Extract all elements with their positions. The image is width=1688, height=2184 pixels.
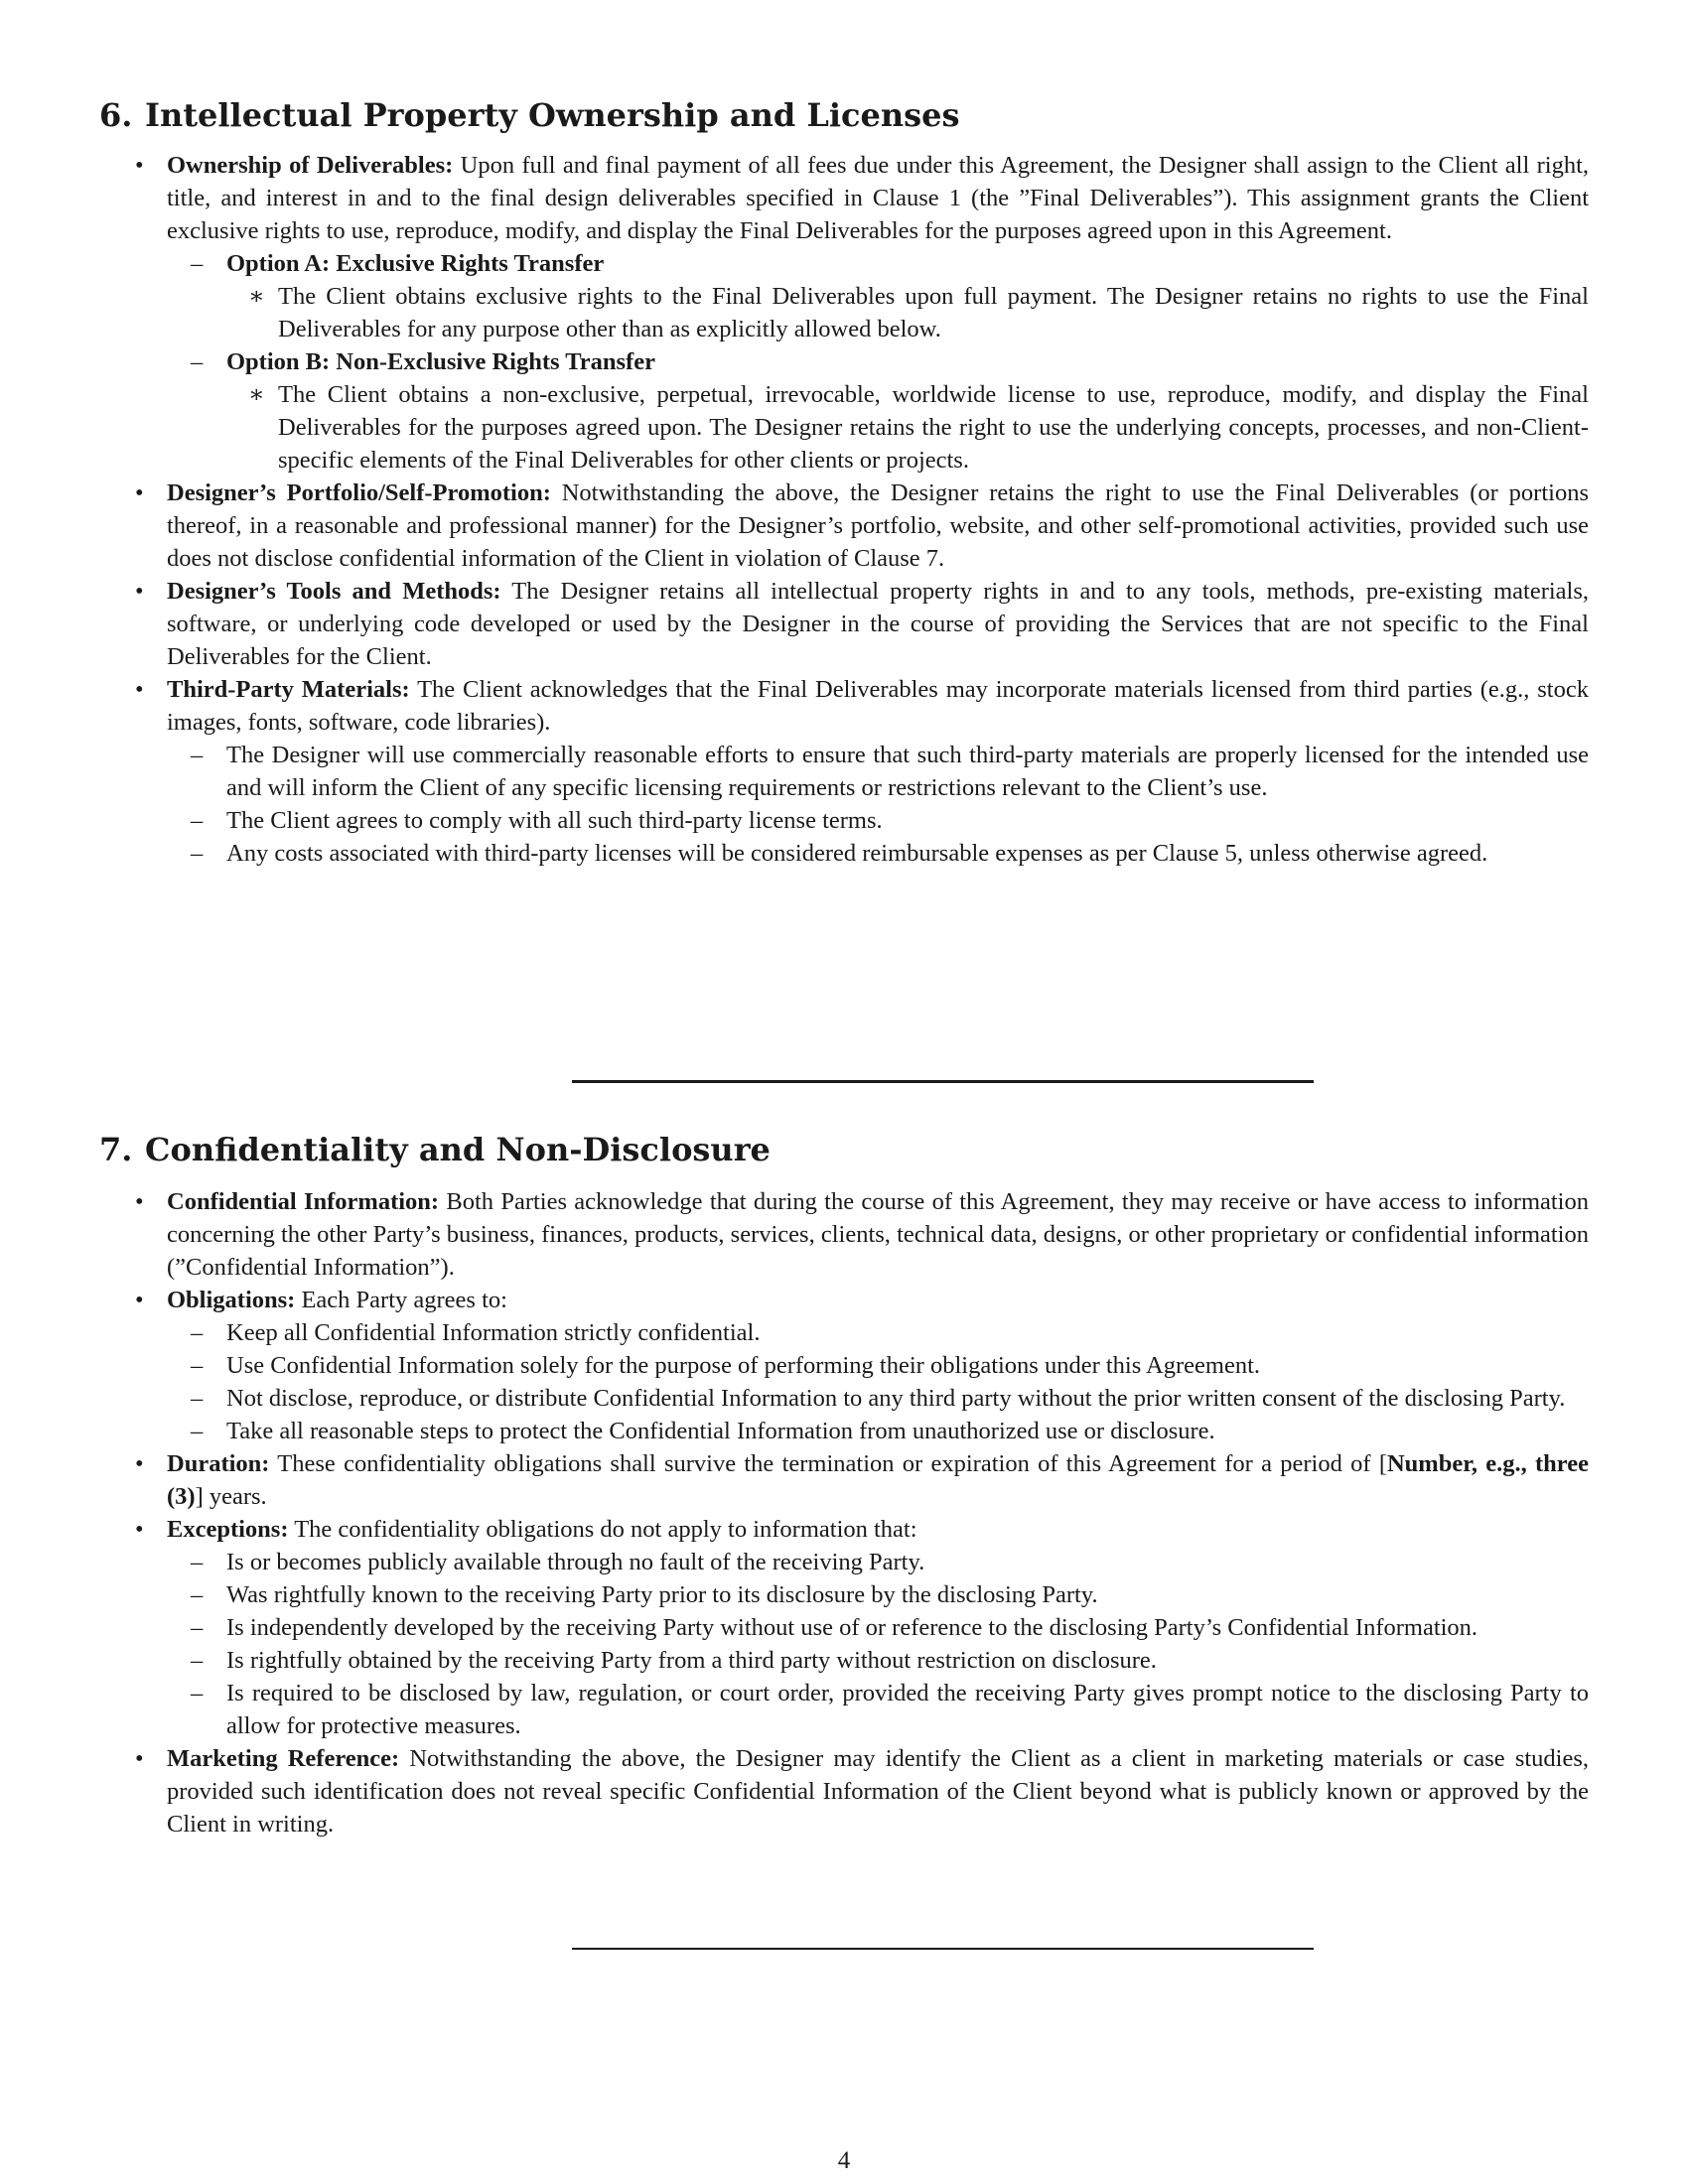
third-party-item [99,673,1589,870]
ownership-text: Upon full and final payment of all fees due under this Agreement, the Designer shall assign to the Client all right, title, and interest in and to the final design deliverables specified in Clause 1 (the ”Final Deliverables”). This assignment grants the Client exclusive rights to use, reproduce, modify, and display the Final Deliverables for the purposes agreed upon in this Agreement. [167,152,1590,244]
option-b-item [167,345,1589,477]
dash-icon: – [191,1549,204,1575]
list-item: – Is independently developed by the receiving Party without use of or reference to the disclosing Party’s Confidential Information. [167,1611,1589,1644]
portfolio-text: Notwithstanding the above, the Designer retains the right to use the Final Deliverables (or portions thereof, in a reasonable and professional manner) for the Designer’s portfolio, website, and other self-promotional activities, provided such use does not disclose confidential information of the Client in violation of Clause 7. [167,479,1589,572]
third-party-label: Third-Party Materials: [167,676,410,703]
list-item: – The Designer will use commercially reasonable efforts to ensure that such third-party materials are properly licensed for the intended use and will inform the Client of any specific licensing requirements or restrictions relevant to the Client’s use. [167,739,1589,804]
page-number: 4 [837,2147,851,2174]
tools-item [99,575,1589,673]
dash-icon: – [191,807,204,834]
dash-icon: – [191,250,204,277]
list-item: – Take all reasonable steps to protect the Confidential Information from unauthorized use or disclosure. [167,1415,1589,1447]
option-a-detail [226,280,1589,345]
bullet-icon: • [135,1745,144,1772]
marketing-item [99,1742,1589,1841]
ownership-label: Ownership of Deliverables: [167,152,454,179]
section-7-title: Confidentiality and Non-Disclosure [145,1131,771,1168]
asterisk-icon: ∗ [248,381,265,408]
confidential-item [99,1185,1589,1284]
confidential-text: Both Parties acknowledge that during the course of this Agreement, they may receive or have access to information concerning the other Party’s business, finances, products, services, clients, technical data, designs, or other proprietary or confidential information (”Confidential Information”). [167,1188,1589,1281]
bullet-icon: • [135,1516,144,1543]
obligations-item [99,1284,1589,1447]
dash-icon: – [191,1352,204,1379]
duration-text-end: ] years. [195,1483,267,1510]
obligations-text: Each Party agrees to: [301,1287,507,1313]
bullet-icon: • [135,479,144,506]
section-7-list [99,1185,1589,1841]
list-item: – Keep all Confidential Information strictly confidential. [167,1316,1589,1349]
dash-icon: – [191,1385,204,1412]
dash-icon: – [191,840,204,867]
dash-icon: – [191,1647,204,1674]
list-item: – Is required to be disclosed by law, regulation, or court order, provided the receiving Party gives prompt notice to the disclosing Party to allow for protective measures. [167,1677,1589,1742]
option-a-text: The Client obtains exclusive rights to the Final Deliverables upon full payment. The Designer retains no rights to use the Final Deliverables for any purpose other than as explicitly allowed below. [278,283,1589,342]
dash-icon: – [191,1319,204,1346]
obligations-label: Obligations: [167,1287,296,1313]
asterisk-icon: ∗ [248,283,265,310]
exceptions-item [99,1513,1589,1742]
tools-label: Designer’s Tools and Methods: [167,578,501,605]
duration-item [99,1447,1589,1513]
marketing-text: Notwithstanding the above, the Designer may identify the Client as a client in marketing materials or case studies, provided such identification does not reveal specific Confidential Information of the Client beyond what is publicly known or approved by the Client in writing. [167,1745,1590,1838]
dash-icon: – [191,1418,204,1444]
section-6-heading [99,95,960,135]
bullet-icon: • [135,1188,144,1215]
bullet-icon: • [135,676,144,703]
list-item: – Is rightfully obtained by the receiving Party from a third party without restriction on disclosure. [167,1644,1589,1677]
list-item: – Not disclose, reproduce, or distribute Confidential Information to any third party without the prior written consent of the disclosing Party. [167,1382,1589,1415]
option-b-label: Option B: Non-Exclusive Rights Transfer [226,348,655,375]
tools-text: The Designer retains all intellectual property rights in and to any tools, methods, pre-existing materials, software, or underlying code developed or used by the Designer in the course of providing the Services that are not specific to the Final Deliverables for the Client. [167,578,1589,670]
list-item: – Any costs associated with third-party licenses will be considered reimbursable expenses as per Clause 5, unless otherwise agreed. [167,837,1589,870]
dash-icon: – [191,1680,204,1706]
ownership-item [99,149,1589,477]
dash-icon: – [191,742,204,768]
bullet-icon: • [135,1287,144,1313]
list-item: – Is or becomes publicly available through no fault of the receiving Party. [167,1546,1589,1578]
option-b-detail [226,378,1589,477]
duration-placeholder: Number, e.g., three (3) [167,1450,1589,1510]
bullet-icon: • [135,152,144,179]
bullet-icon: • [135,1450,144,1477]
section-divider [572,1080,1314,1083]
section-6-list [99,149,1589,870]
duration-text: These confidentiality obligations shall survive the termination or expiration of this Agreement for a period of [ [277,1450,1387,1477]
bullet-icon: • [135,578,144,605]
dash-icon: – [191,1614,204,1641]
exceptions-text: The confidentiality obligations do not apply to information that: [294,1516,917,1543]
section-divider [572,1948,1314,1950]
option-a-item [167,247,1589,345]
marketing-label: Marketing Reference: [167,1745,400,1772]
dash-icon: – [191,348,204,375]
dash-icon: – [191,1581,204,1608]
option-b-text: The Client obtains a non-exclusive, perpetual, irrevocable, worldwide license to use, reproduce, modify, and display the Final Deliverables for the purposes agreed upon. The Designer retains the right to use the underlying concepts, processes, and non-Client-specific elements of the Final Deliverables for other clients or projects. [278,381,1589,474]
section-6-number: 6. [99,96,133,134]
list-item: – Was rightfully known to the receiving Party prior to its disclosure by the disclosing Party. [167,1578,1589,1611]
option-a-label: Option A: Exclusive Rights Transfer [226,250,605,277]
section-7-heading [99,1130,771,1169]
portfolio-label: Designer’s Portfolio/Self-Promotion: [167,479,551,506]
section-6-title: Intellectual Property Ownership and Licenses [145,96,960,134]
section-7-number: 7. [99,1131,133,1168]
list-item: – The Client agrees to comply with all such third-party license terms. [167,804,1589,837]
third-party-text: The Client acknowledges that the Final Deliverables may incorporate materials licensed from third parties (e.g., stock images, fonts, software, code libraries). [167,676,1589,736]
confidential-label: Confidential Information: [167,1188,440,1215]
duration-label: Duration: [167,1450,270,1477]
list-item: – Use Confidential Information solely for the purpose of performing their obligations under this Agreement. [167,1349,1589,1382]
portfolio-item [99,477,1589,575]
exceptions-label: Exceptions: [167,1516,289,1543]
